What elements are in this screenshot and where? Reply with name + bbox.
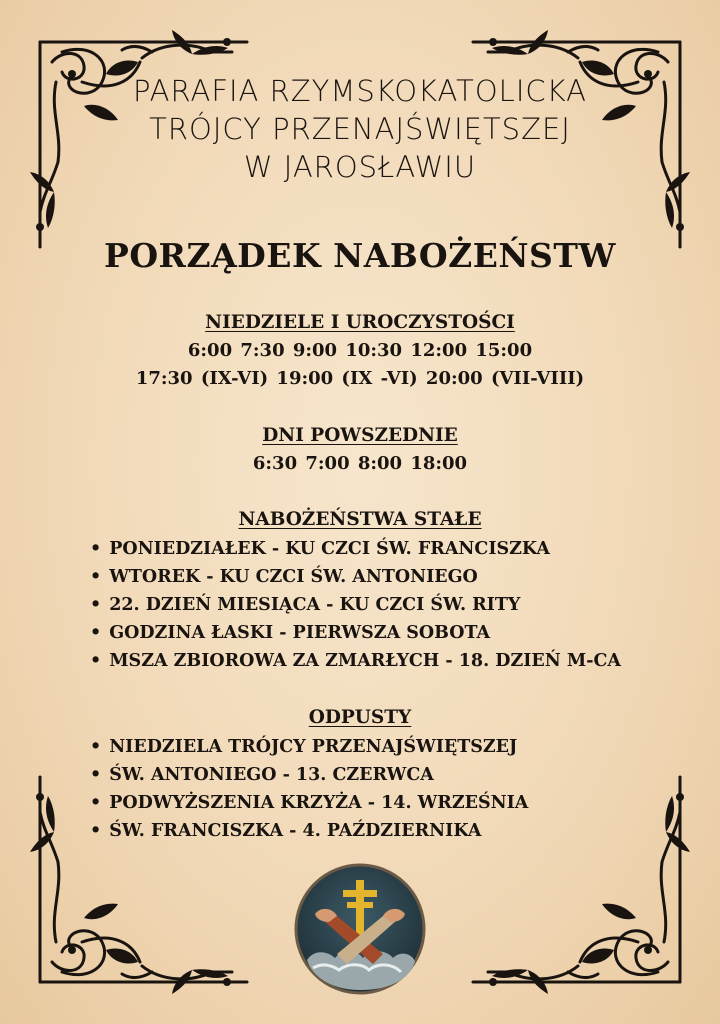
indulgences-list	[90, 733, 528, 845]
weekdays-section	[0, 422, 720, 478]
list-item: • MSZA ZBIOROWA ZA ZMARŁYCH - 18. DZIEŃ M-CA	[90, 647, 621, 675]
franciscan-emblem-icon	[293, 862, 427, 996]
sundays-heading: NIEDZIELE I UROCZYSTOŚCI	[205, 312, 515, 333]
franciscan-emblem	[293, 862, 427, 996]
sundays-section	[0, 309, 720, 393]
list-item: • ŚW. ANTONIEGO - 13. CZERWCA	[90, 761, 528, 789]
list-item: • WTOREK - KU CZCI ŚW. ANTONIEGO	[90, 563, 621, 591]
list-item: • PONIEDZIAŁEK - KU CZCI ŚW. FRANCISZKA	[90, 535, 621, 563]
list-item: • ŚW. FRANCISZKA - 4. PAŹDZIERNIKA	[90, 817, 528, 845]
list-item: • PODWYŻSZENIA KRZYŻA - 14. WRZEŚNIA	[90, 789, 528, 817]
indulgences-heading: ODPUSTY	[308, 707, 412, 728]
parish-name	[0, 72, 720, 186]
devotions-section	[0, 506, 720, 534]
parish-name-line-2: TRÓJCY PRZENAJŚWIĘTSZEJ	[149, 112, 571, 146]
sundays-times-line-1: 6:00 7:30 9:00 10:30 12:00 15:00	[187, 340, 533, 361]
sundays-times-line-2: 17:30 (IX-VI) 19:00 (IX -VI) 20:00 (VII-VIII)	[135, 368, 585, 389]
parish-name-line-3: W JAROSŁAWIU	[243, 150, 477, 184]
weekdays-times-line: 6:30 7:00 8:00 18:00	[252, 453, 468, 474]
weekdays-heading: DNI POWSZEDNIE	[262, 425, 458, 446]
devotions-heading: NABOŻEŃSTWA STAŁE	[238, 509, 482, 530]
list-item: • NIEDZIELA TRÓJCY PRZENAJŚWIĘTSZEJ	[90, 733, 528, 761]
indulgences-section	[0, 704, 720, 732]
parish-name-line-1: PARAFIA RZYMSKOKATOLICKA	[133, 74, 587, 108]
devotions-list	[90, 535, 621, 675]
list-item: • 22. DZIEŃ MIESIĄCA - KU CZCI ŚW. RITY	[90, 591, 621, 619]
list-item: • GODZINA ŁASKI - PIERWSZA SOBOTA	[90, 619, 621, 647]
page-title: PORZĄDEK NABOŻEŃSTW	[104, 236, 616, 275]
